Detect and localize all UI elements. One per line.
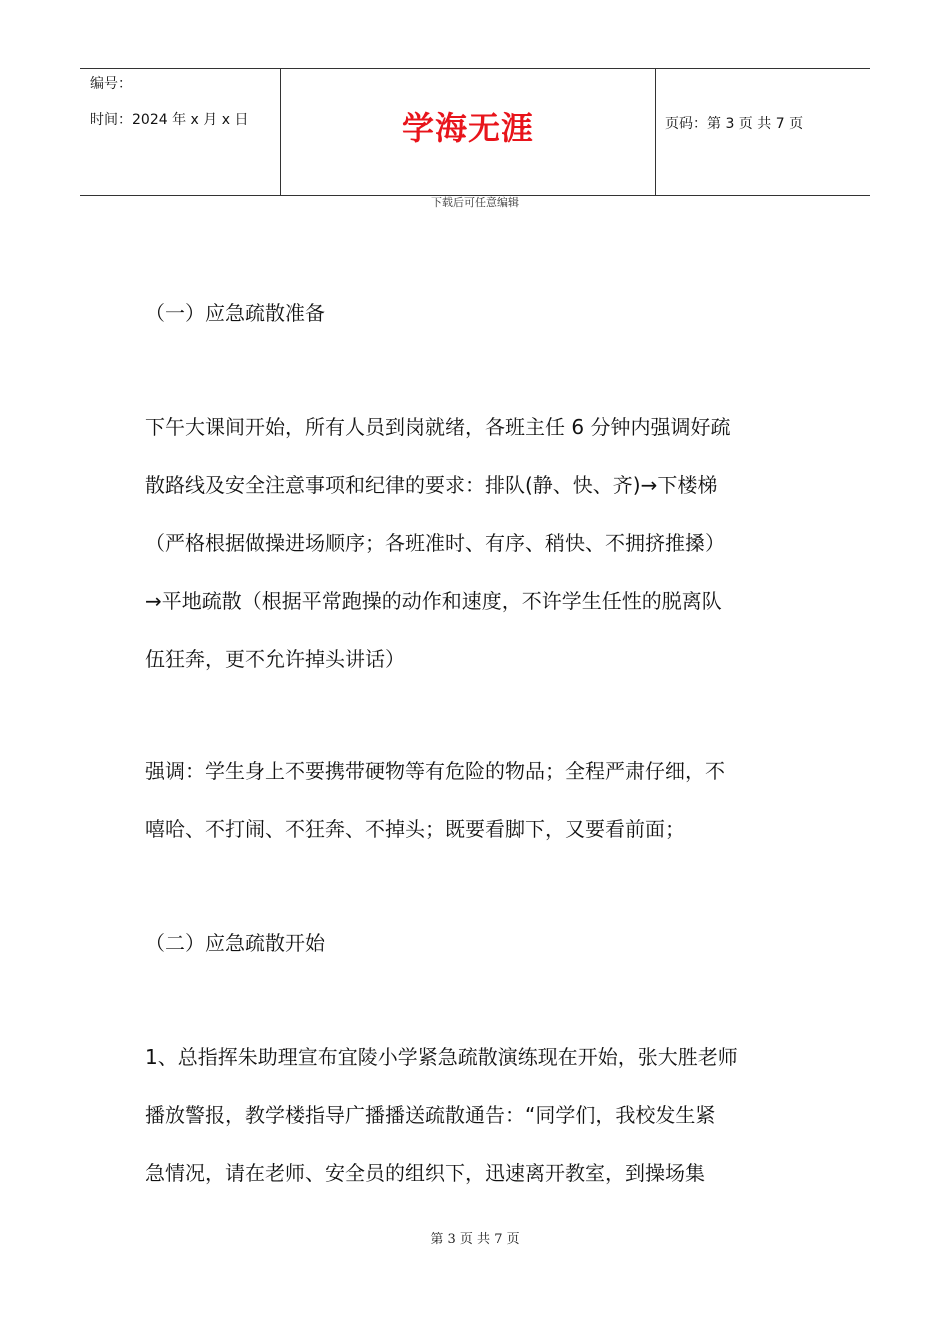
paragraph-line: 散路线及安全注意事项和纪律的要求：排队(静、快、齐)→下楼梯 [145, 473, 718, 497]
section-heading-text: （二）应急疏散开始 [145, 931, 325, 955]
section-heading-1 [145, 284, 815, 342]
page-footer: 第 3 页 共 7 页 [430, 1232, 520, 1247]
paragraph-line: 强调：学生身上不要携带硬物等有危险的物品；全程严肃仔细，不 [145, 759, 725, 783]
document-header [80, 68, 870, 196]
paragraph-line: （严格根据做操进场顺序；各班准时、有序、稍快、不拥挤推搡） [145, 531, 725, 555]
paragraph-line: 伍狂奔，更不允许掉头讲话） [145, 647, 405, 671]
page-info: 页码：第 3 页 共 7 页 [665, 116, 804, 132]
paragraph-line: 播放警报，教学楼指导广播播送疏散通告：“同学们，我校发生紧 [145, 1103, 716, 1127]
paragraph-line: 1、总指挥朱助理宣布宜陵小学紧急疏散演练现在开始，张大胜老师 [145, 1045, 738, 1069]
paragraph-line: →平地疏散（根据平常跑操的动作和速度，不许学生任性的脱离队 [145, 589, 722, 613]
brand-title: 学海无涯 [401, 109, 534, 147]
header-left-cell [80, 69, 280, 195]
paragraph-3 [145, 1028, 815, 1202]
edit-note: 下载后可任意编辑 [431, 196, 519, 209]
time-label: 时间：2024 年 x 月 x 日 [90, 112, 249, 128]
paragraph-1 [145, 398, 815, 688]
paragraph-2 [145, 742, 815, 858]
paragraph-line: 嘻哈、不打闹、不狂奔、不掉头；既要看脚下，又要看前面； [145, 817, 685, 841]
section-heading-2 [145, 914, 815, 972]
number-label: 编号： [90, 76, 132, 92]
header-right-cell [655, 69, 870, 195]
paragraph-line: 下午大课间开始，所有人员到岗就绪，各班主任 6 分钟内强调好疏 [145, 415, 731, 439]
section-heading-text: （一）应急疏散准备 [145, 301, 325, 325]
paragraph-line: 急情况，请在老师、安全员的组织下，迅速离开教室，到操场集 [145, 1161, 705, 1185]
header-brand-cell [280, 69, 656, 195]
